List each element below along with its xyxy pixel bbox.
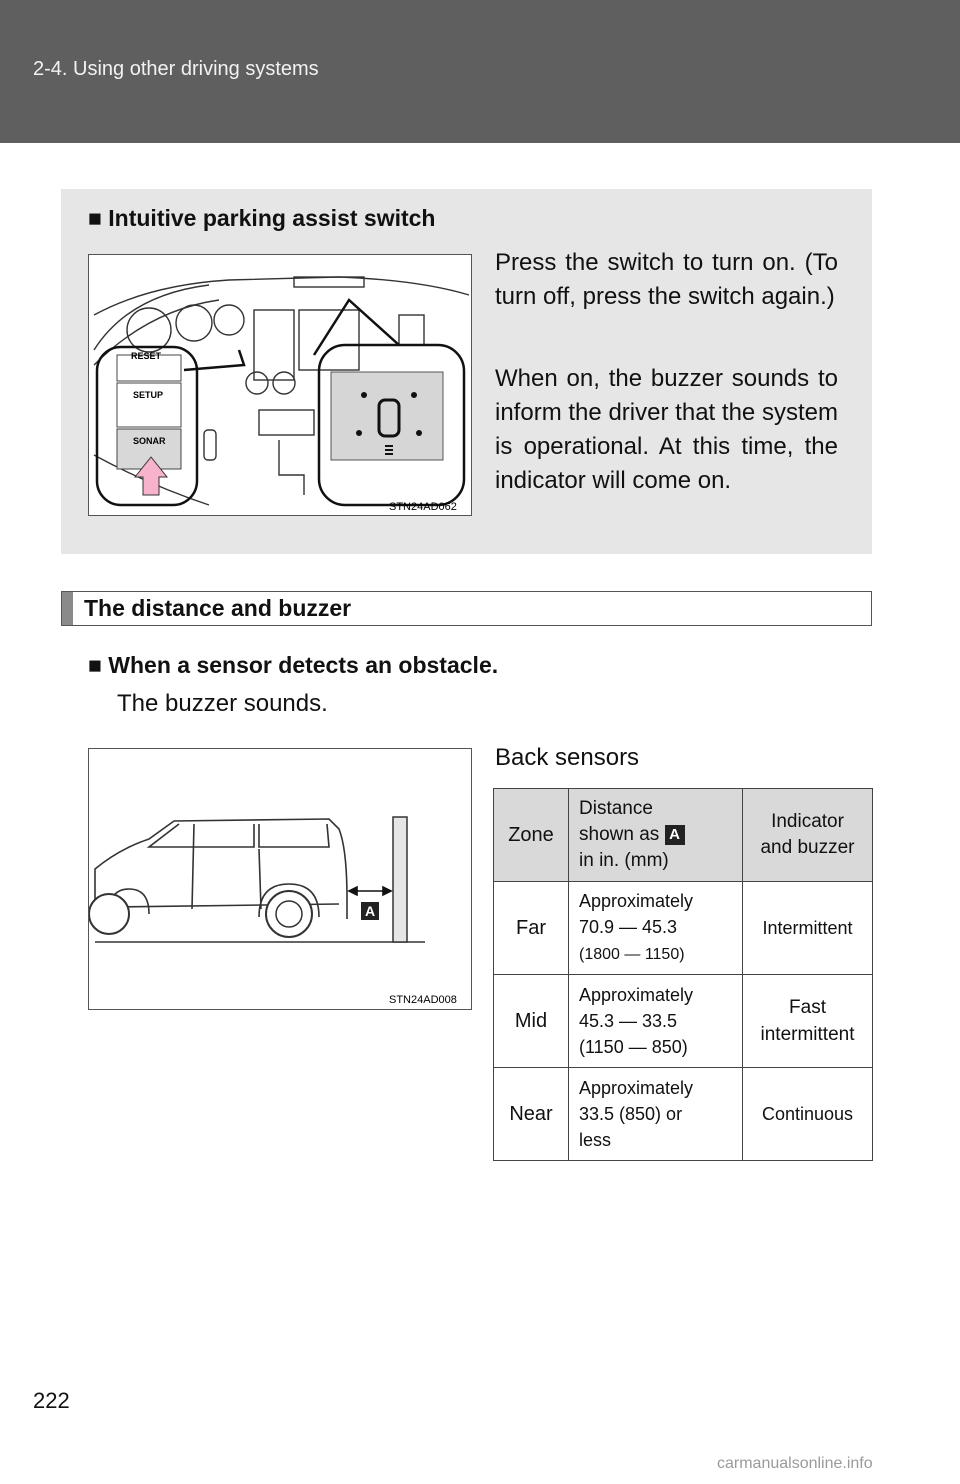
front-wheel-icon (89, 894, 129, 934)
table-row (494, 975, 873, 1068)
distance-cell: Approximately 33.5 (850) or less (569, 1068, 743, 1161)
table-row (494, 882, 873, 975)
obstacle-pole (393, 817, 407, 942)
back-sensors-table (493, 788, 873, 1161)
page-number: 222 (33, 1388, 70, 1413)
figure-code: STN24AD062 (389, 501, 457, 513)
section-stripe (62, 592, 73, 625)
indicator-cell: Fast intermittent (743, 975, 873, 1068)
switch-heading: ■ Intuitive parking assist switch (88, 205, 436, 231)
indicator-cell: Intermittent (743, 882, 873, 975)
obstacle-heading: ■ When a sensor detects an obstacle. (88, 652, 499, 678)
switch-instruction-text: Press the switch to turn on. (To turn off, press the switch again.) (495, 249, 838, 310)
sonar-button-label: SONAR (133, 436, 166, 446)
watermark: carmanualsonline.info (717, 1455, 873, 1472)
rear-wheel-icon (266, 891, 312, 937)
setup-button-label: SETUP (133, 390, 164, 400)
indicator-column-header: Indicator and buzzer (743, 789, 873, 882)
zone-cell: Near (494, 1068, 569, 1161)
section-title: The distance and buzzer (84, 595, 352, 621)
section-breadcrumb: 2-4. Using other driving systems (33, 58, 319, 80)
reset-button-label: RESET (131, 351, 162, 361)
indicator-cell: Continuous (743, 1068, 873, 1161)
table-header-row (494, 789, 873, 882)
back-sensors-title: Back sensors (495, 744, 640, 771)
vehicle-illustration (88, 748, 472, 1010)
figure-code: STN24AD008 (389, 994, 457, 1006)
zone-cell: Mid (494, 975, 569, 1068)
distance-arrow-icon (349, 887, 391, 895)
distance-marker-badge: A (665, 825, 685, 845)
section-title-bar (61, 591, 872, 626)
distance-marker: A (365, 903, 376, 919)
distance-column-header: Distance shown as A in in. (mm) (569, 789, 743, 882)
distance-cell: Approximately 45.3 — 33.5 (1150 — 850) (569, 975, 743, 1068)
table-row (494, 1068, 873, 1161)
switch-buzzer-text: When on, the buzzer sounds to inform the driver that the system is operational. At this time, the indicator will come on. (495, 365, 838, 494)
obstacle-text: The buzzer sounds. (117, 690, 328, 717)
dashboard-illustration (88, 254, 472, 516)
zone-column-header: Zone (494, 789, 569, 882)
page-header (0, 0, 960, 143)
distance-cell: Approximately 70.9 — 45.3 (1800 — 1150) (569, 882, 743, 975)
zone-cell: Far (494, 882, 569, 975)
